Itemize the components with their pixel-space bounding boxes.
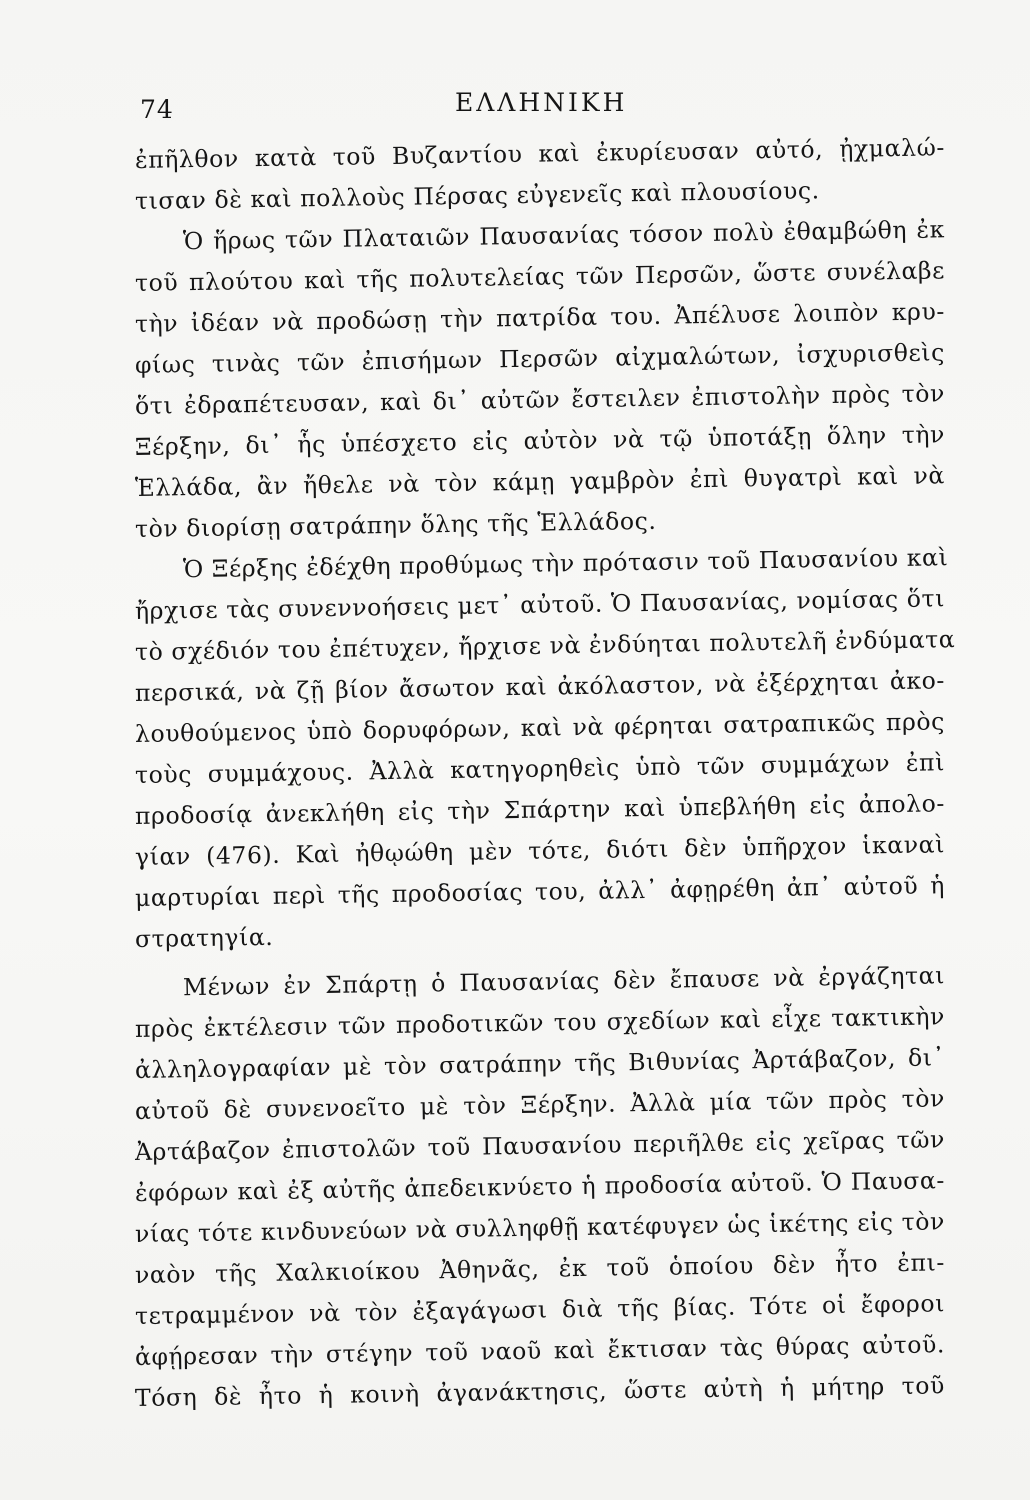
text-line: Μένων ἐν Σπάρτῃ ὁ Παυσανίας δὲν ἔπαυσε νὰ ἐργάζηται bbox=[182, 961, 946, 1002]
text-line: ἐπῆλθον κατὰ τοῦ Βυζαντίου καὶ ἐκυρίευσαν αὐτό, ᾐχμαλώ- bbox=[134, 133, 946, 174]
text-line: στρατηγία. bbox=[134, 922, 274, 953]
text-line: αὐτοῦ δὲ συνενοεῖτο μὲ τὸν Ξέρξην. Ἀλλὰ μία τῶν πρὸς τὸν bbox=[134, 1084, 946, 1125]
body-text bbox=[134, 133, 956, 1419]
text-line: λουθούμενος ὑπὸ δορυφόρων, καὶ νὰ φέρηται σατραπικῶς πρὸς bbox=[134, 707, 946, 748]
text-line: τὸ σχέδιόν του ἐπέτυχεν, ἤρχισε νὰ ἐνδύηται πολυτελῆ ἐνδύματα bbox=[134, 625, 956, 666]
page-number: 74 bbox=[140, 95, 174, 124]
text-line: ἀφῄρεσαν τὴν στέγην τοῦ ναοῦ καὶ ἔκτισαν τὰς θύρας αὐτοῦ. bbox=[134, 1330, 946, 1371]
text-line: Ἀρτάβαζον ἐπιστολῶν τοῦ Παυσανίου περιῆλθε εἰς χεῖρας τῶν bbox=[134, 1125, 946, 1166]
text-line: τετραμμένον νὰ τὸν ἐξαγάγωσι διὰ τῆς βίας. Τότε οἱ ἔφοροι bbox=[134, 1289, 946, 1330]
text-line: ναὸν τῆς Χαλκιοίκου Ἀθηνᾶς, ἐκ τοῦ ὁποίου δὲν ἦτο ἐπι- bbox=[134, 1248, 946, 1289]
text-line: πρὸς ἐκτέλεσιν τῶν προδοτικῶν του σχεδίων καὶ εἶχε τακτικὴν bbox=[134, 1002, 946, 1043]
text-line: φίως τινὰς τῶν ἐπισήμων Περσῶν αἰχμαλώτων, ἰσχυρισθεὶς bbox=[134, 338, 946, 379]
text-line: τοῦ πλούτου καὶ τῆς πολυτελείας τῶν Περσῶν, ὥστε συνέλαβε bbox=[134, 256, 946, 297]
text-line: Ὁ ἥρως τῶν Πλαταιῶν Παυσανίας τόσον πολὺ ἐθαμβώθη ἐκ bbox=[182, 215, 946, 256]
text-line: Ξέρξην, δι᾿ ἧς ὑπέσχετο εἰς αὐτὸν νὰ τῷ ὑποτάξῃ ὅλην τὴν bbox=[134, 420, 946, 461]
text-line: νίας τότε κινδυνεύων νὰ συλληφθῇ κατέφυγεν ὡς ἱκέτης εἰς τὸν bbox=[134, 1207, 946, 1248]
text-line: ὅτι ἐδραπέτευσαν, καὶ δι᾿ αὐτῶν ἔστειλεν ἐπιστολὴν πρὸς τὸν bbox=[134, 379, 946, 420]
running-head: ΕΛΛΗΝΙΚΗ bbox=[455, 88, 628, 117]
text-line: περσικά, νὰ ζῇ βίον ἄσωτον καὶ ἀκόλαστον, νὰ ἐξέρχηται ἀκο- bbox=[134, 666, 946, 707]
text-line: τισαν δὲ καὶ πολλοὺς Πέρσας εὐγενεῖς καὶ πλουσίους. bbox=[134, 176, 820, 215]
text-line: γίαν (476). Καὶ ἠθῳώθη μὲν τότε, διότι δὲν ὑπῆρχον ἱκαναὶ bbox=[134, 830, 946, 871]
text-line: προδοσίᾳ ἀνεκλήθη εἰς τὴν Σπάρτην καὶ ὑπεβλήθη εἰς ἀπολο- bbox=[134, 789, 946, 830]
text-line: Ὁ Ξέρξης ἐδέχθη προθύμως τὴν πρότασιν τοῦ Παυσανίου καὶ bbox=[182, 543, 949, 584]
text-line: τοὺς συμμάχους. Ἀλλὰ κατηγορηθεὶς ὑπὸ τῶν συμμάχων ἐπὶ bbox=[134, 748, 946, 789]
text-line: ἀλληλογραφίαν μὲ τὸν σατράπην τῆς Βιθυνίας Ἀρτάβαζον, δι᾿ bbox=[134, 1043, 946, 1084]
text-line: Ἑλλάδα, ἂν ἤθελε νὰ τὸν κάμῃ γαμβρὸν ἐπὶ θυγατρὶ καὶ νὰ bbox=[134, 461, 946, 502]
text-line: τὴν ἰδέαν νὰ προδώσῃ τὴν πατρίδα του. Ἀπέλυσε λοιπὸν κρυ- bbox=[134, 297, 946, 338]
text-line: ἐφόρων καὶ ἐξ αὐτῆς ἀπεδεικνύετο ἡ προδοσία αὐτοῦ. Ὁ Παυσα- bbox=[134, 1166, 946, 1207]
text-line: Τόση δὲ ἦτο ἡ κοινὴ ἀγανάκτησις, ὥστε αὐτὴ ἡ μήτηρ τοῦ bbox=[134, 1371, 946, 1412]
text-line: τὸν διορίσῃ σατράπην ὅλης τῆς Ἑλλάδος. bbox=[134, 506, 657, 543]
text-line: ἤρχισε τὰς συνεννοήσεις μετ᾿ αὐτοῦ. Ὁ Παυσανίας, νομίσας ὅτι bbox=[134, 584, 946, 625]
text-line: μαρτυρίαι περὶ τῆς προδοσίας του, ἀλλ᾿ ἀφῃρέθη ἀπ᾿ αὐτοῦ ἡ bbox=[134, 871, 946, 912]
